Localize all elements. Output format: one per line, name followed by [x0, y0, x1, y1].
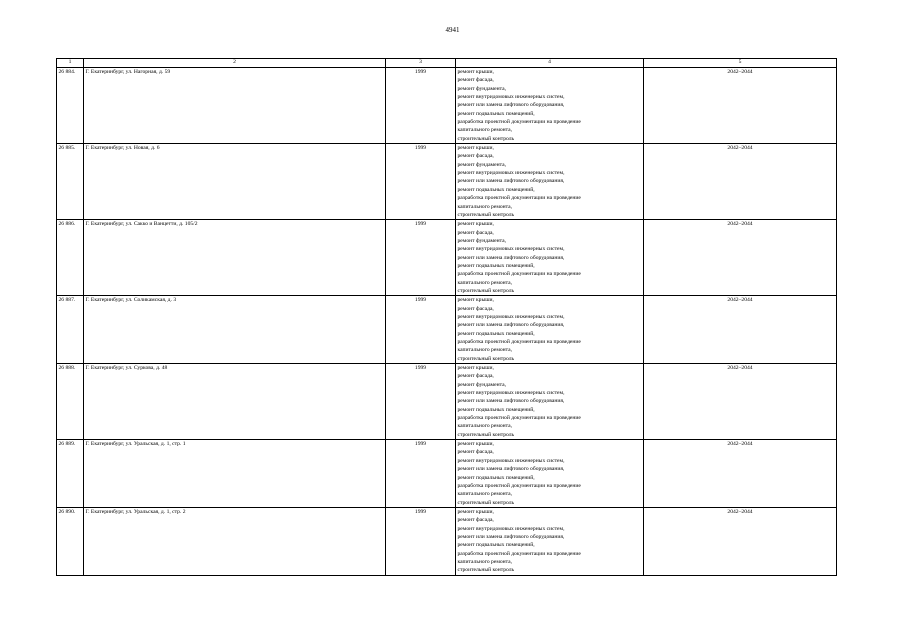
work-item: ремонт фасада, [457, 153, 494, 160]
header-row [57, 59, 837, 68]
row-year: 1999 [386, 507, 456, 575]
work-item: ремонт или замена лифтового оборудования, [457, 466, 565, 473]
column-header-4: 4 [456, 59, 644, 68]
row-year: 1999 [386, 144, 456, 220]
table-row [57, 220, 837, 296]
work-item: строительный контроль [457, 211, 515, 218]
row-number: 26 888. [57, 364, 84, 440]
work-item: ремонт внутридомовых инженерных систем, [457, 390, 565, 397]
table-body [57, 68, 837, 576]
work-item: ремонт или замена лифтового оборудования, [457, 254, 565, 261]
column-header-1: 1 [57, 59, 84, 68]
row-works [456, 507, 644, 575]
row-number: 26 886. [57, 220, 84, 296]
row-period: 2042–2044 [644, 507, 837, 575]
column-header-2: 2 [84, 59, 386, 68]
row-works [456, 220, 644, 296]
work-item: ремонт или замена лифтового оборудования, [457, 322, 565, 329]
work-item: ремонт подвальных помещений, [457, 542, 535, 549]
work-item: строительный контроль [457, 567, 515, 574]
table-row [57, 507, 837, 575]
work-item: разработка проектной документации на проведение [457, 482, 581, 489]
row-address: Г. Екатеринбург, ул. Соликамская, д. 3 [84, 296, 386, 364]
work-item: разработка проектной документации на проведение [457, 119, 581, 126]
row-number: 26 887. [57, 296, 84, 364]
row-works [456, 68, 644, 144]
table-row [57, 144, 837, 220]
work-item: капитального ремонта, [457, 558, 513, 565]
work-item: ремонт или замена лифтового оборудования, [457, 178, 565, 185]
work-item: ремонт крыши, [457, 441, 494, 448]
table-row [57, 68, 837, 144]
row-period: 2042–2044 [644, 440, 837, 508]
work-item: ремонт внутридомовых инженерных систем, [457, 94, 565, 101]
work-item: разработка проектной документации на проведение [457, 550, 581, 557]
work-item: ремонт подвальных помещений, [457, 330, 535, 337]
work-item: строительный контроль [457, 287, 515, 294]
work-item: ремонт крыши, [457, 508, 494, 515]
registry-table [56, 58, 837, 576]
work-item: строительный контроль [457, 355, 515, 362]
work-item: ремонт подвальных помещений, [457, 110, 535, 117]
work-item: ремонт фасада, [457, 373, 494, 380]
row-address: Г. Екатеринбург, ул. Уральская, д. 1, стр. 2 [84, 507, 386, 575]
work-item: ремонт внутридомовых инженерных систем, [457, 170, 565, 177]
work-item: ремонт фасада, [457, 305, 494, 312]
work-item: капитального ремонта, [457, 491, 513, 498]
row-number: 26 885. [57, 144, 84, 220]
work-item: капитального ремонта, [457, 279, 513, 286]
row-number: 26 890. [57, 507, 84, 575]
work-item: ремонт внутридомовых инженерных систем, [457, 313, 565, 320]
work-item: разработка проектной документации на проведение [457, 415, 581, 422]
row-year: 1999 [386, 364, 456, 440]
work-item: ремонт фасада, [457, 517, 494, 524]
work-item: ремонт крыши, [457, 69, 494, 75]
row-year: 1999 [386, 296, 456, 364]
work-item: ремонт или замена лифтового оборудования, [457, 398, 565, 405]
row-works [456, 296, 644, 364]
work-item: ремонт крыши, [457, 297, 494, 304]
work-item: разработка проектной документации на проведение [457, 271, 581, 278]
table-row [57, 440, 837, 508]
work-item: ремонт внутридомовых инженерных систем, [457, 525, 565, 532]
work-item: разработка проектной документации на проведение [457, 339, 581, 345]
row-period: 2042–2044 [644, 220, 837, 296]
row-period: 2042–2044 [644, 296, 837, 364]
work-item: ремонт фасада, [457, 449, 494, 456]
row-address: Г. Екатеринбург, ул. Новая, д. 6 [84, 144, 386, 220]
work-item: капитального ремонта, [457, 203, 513, 210]
work-item: строительный контроль [457, 499, 515, 506]
work-item: ремонт фундамента, [457, 161, 506, 168]
row-address: Г. Екатеринбург, ул. Сакко и Ванцетти, д. 105/2 [84, 220, 386, 296]
work-item: ремонт подвальных помещений, [457, 262, 535, 269]
work-item: ремонт крыши, [457, 145, 494, 152]
work-item: ремонт фундамента, [457, 237, 506, 244]
work-item: разработка проектной документации на проведение [457, 195, 581, 202]
work-item: ремонт фасада, [457, 229, 494, 236]
row-works [456, 144, 644, 220]
work-item: ремонт фундамента, [457, 85, 506, 92]
work-item: ремонт внутридомовых инженерных систем, [457, 457, 565, 464]
work-item: строительный контроль [457, 135, 515, 142]
row-year: 1999 [386, 220, 456, 296]
work-item: строительный контроль [457, 431, 515, 438]
row-number: 26 884. [57, 68, 84, 144]
row-address: Г. Екатеринбург, ул. Суркова, д. 48 [84, 364, 386, 440]
row-period: 2042–2044 [644, 144, 837, 220]
row-year: 1999 [386, 440, 456, 508]
work-item: ремонт фундамента, [457, 381, 506, 388]
table-row [57, 364, 837, 440]
table-header [57, 59, 837, 68]
page-number: 4941 [445, 26, 460, 34]
work-item: ремонт крыши, [457, 221, 494, 228]
row-year: 1999 [386, 68, 456, 144]
work-item: ремонт или замена лифтового оборудования, [457, 102, 565, 109]
column-header-3: 3 [386, 59, 456, 68]
work-item: ремонт подвальных помещений, [457, 186, 535, 193]
row-works [456, 364, 644, 440]
row-works [456, 440, 644, 508]
work-item: ремонт внутридомовых инженерных систем, [457, 246, 565, 253]
row-address: Г. Екатеринбург, ул. Нагорная, д. 59 [84, 68, 386, 144]
work-item: капитального ремонта, [457, 127, 513, 134]
column-header-5: 5 [644, 59, 837, 68]
table-row [57, 296, 837, 364]
work-item: капитального ремонта, [457, 423, 513, 430]
row-number: 26 889. [57, 440, 84, 508]
work-item: капитального ремонта, [457, 347, 513, 354]
work-item: ремонт или замена лифтового оборудования, [457, 533, 565, 540]
row-period: 2042–2044 [644, 364, 837, 440]
work-item: ремонт крыши, [457, 365, 494, 372]
row-period: 2042–2044 [644, 68, 837, 144]
work-item: ремонт подвальных помещений, [457, 474, 535, 481]
row-address: Г. Екатеринбург, ул. Уральская, д. 1, стр. 1 [84, 440, 386, 508]
work-item: ремонт фасада, [457, 77, 494, 84]
work-item: ремонт подвальных помещений, [457, 406, 535, 413]
